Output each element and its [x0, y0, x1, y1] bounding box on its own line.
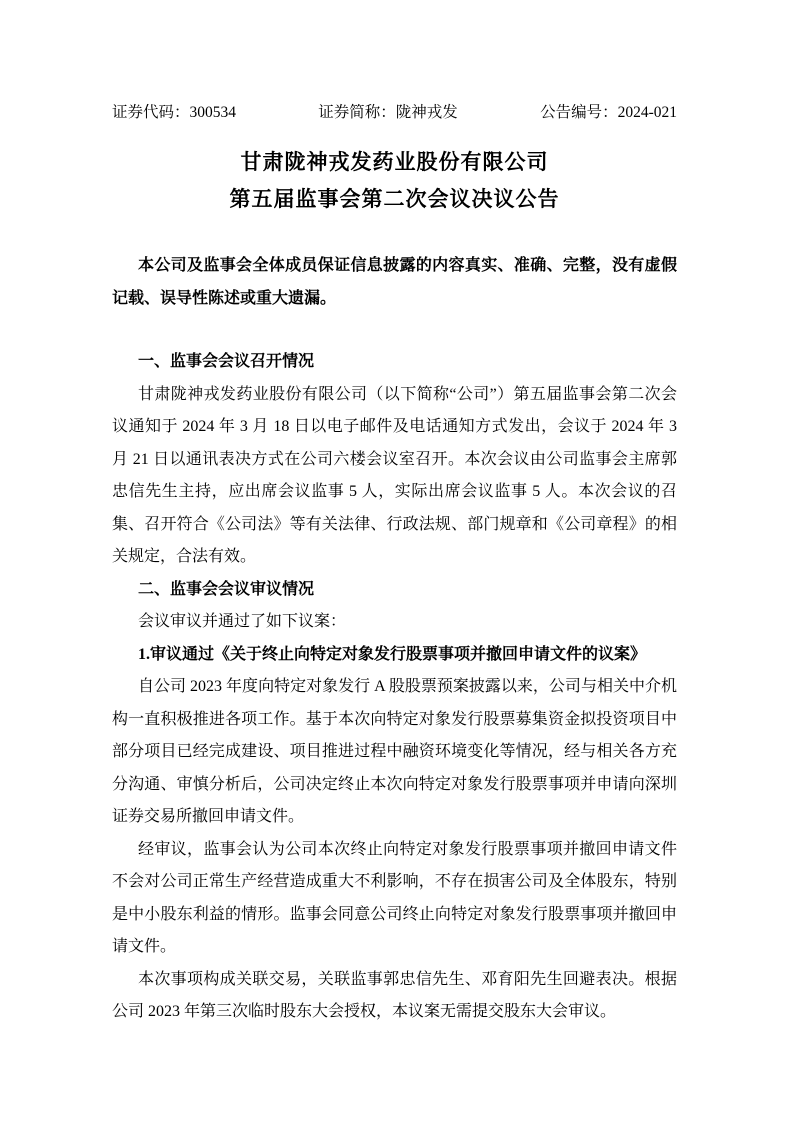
section-1-paragraph: 甘肃陇神戎发药业股份有限公司（以下简称“公司”）第五届监事会第二次会议通知于 2024 年 3 月 18 日以电子邮件及电话通知方式发出，会议于 2024 年 3 月 21 日以通讯表决方式在公司六楼会议室召开。本次会议由公司监事会主席郭忠信先生主持，应出席会议监事 5 人，实际出席会议监事 5 人。本次会议的召集、召开符合《公司法》等有关法律、行政法规、部门规章和《公司章程》的相关规定，合法有效。: [112, 385, 677, 565]
proposal-1-paragraph-3: 本次事项构成关联交易，关联监事郭忠信先生、邓育阳先生回避表决。根据公司 2023 年第三次临时股东大会授权，本议案无需提交股东大会审议。: [112, 970, 677, 1020]
section-1-heading: 一、监事会会议召开情况: [138, 353, 315, 370]
proposal-1-heading: 1.审议通过《关于终止向特定对象发行股票事项并撤回申请文件的议案》: [138, 645, 647, 663]
stock-code: 证券代码：300534: [112, 104, 237, 121]
stock-short-name: 证券简称：陇神戎发: [318, 104, 458, 121]
proposal-1-paragraph-2: 经审议，监事会认为公司本次终止向特定对象发行股票事项并撤回申请文件不会对公司正常生产经营造成重大不利影响，不存在损害公司及全体股东，特别是中小股东利益的情形。监事会同意公司终止向特定对象发行股票事项并撤回申请文件。: [112, 840, 677, 955]
proposal-1-paragraph-1: 自公司 2023 年度向特定对象发行 A 股股票预案披露以来，公司与相关中介机构一直积极推进各项工作。基于本次向特定对象发行股票募集资金拟投资项目中部分项目已经完成建设、项目推进过程中融资环境变化等情况，经与相关各方充分沟通、审慎分析后，公司决定终止本次向特定对象发行股票事项并申请向深圳证券交易所撤回申请文件。: [112, 678, 677, 825]
document-header-row: [112, 104, 677, 122]
company-title: 甘肃陇神戎发药业股份有限公司: [240, 150, 549, 174]
section-2-intro: 会议审议并通过了如下议案：: [138, 613, 347, 630]
section-2-heading: 二、监事会会议审议情况: [138, 580, 315, 598]
announcement-title: 第五届监事会第二次会议决议公告: [229, 187, 560, 211]
announcement-number: 公告编号：2024-021: [540, 104, 677, 121]
disclosure-statement: 本公司及监事会全体成员保证信息披露的内容真实、准确、完整，没有虚假记载、误导性陈述或重大遗漏。: [112, 257, 677, 307]
